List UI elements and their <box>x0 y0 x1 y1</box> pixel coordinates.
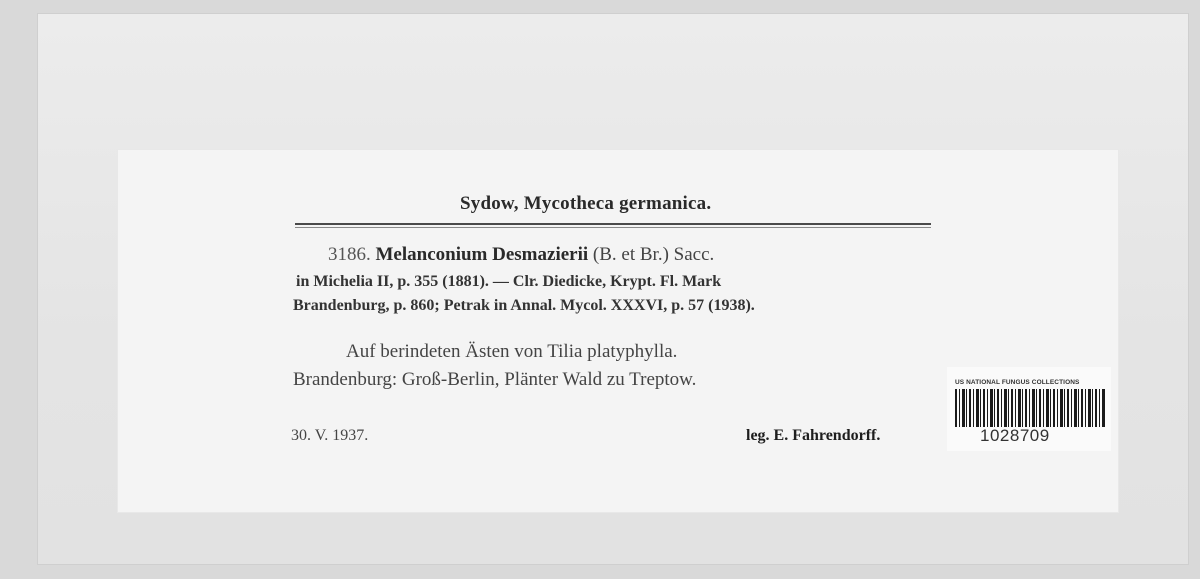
collection-date: 30. V. 1937. <box>291 427 369 444</box>
exsiccata-title: Sydow, Mycotheca germanica. <box>460 193 712 214</box>
habitat-text: Auf berindeten Ästen von Tilia platyphylla. <box>346 341 678 362</box>
barcode-label <box>947 367 1111 451</box>
collector-name: leg. E. Fahrendorff. <box>746 427 881 444</box>
title-rule <box>295 223 931 228</box>
locality-text: Brandenburg: Groß-Berlin, Plänter Wald zu Treptow. <box>293 369 697 390</box>
taxon-line <box>328 244 714 266</box>
citation-line-1: in Michelia II, p. 355 (1881). — Clr. Diedicke, Krypt. Fl. Mark <box>296 273 722 290</box>
barcode-number: 1028709 <box>980 426 1050 445</box>
barcode-title: US NATIONAL FUNGUS COLLECTIONS <box>955 379 1080 386</box>
taxon-authority: (B. et Br.) Sacc. <box>592 244 715 265</box>
barcode-icon <box>955 389 1105 427</box>
taxon-name: Melanconium Desmazierii <box>375 244 589 265</box>
citation-line-2: Brandenburg, p. 860; Petrak in Annal. Mycol. XXXVI, p. 57 (1938). <box>293 297 755 314</box>
specimen-number: 3186. <box>328 244 371 265</box>
